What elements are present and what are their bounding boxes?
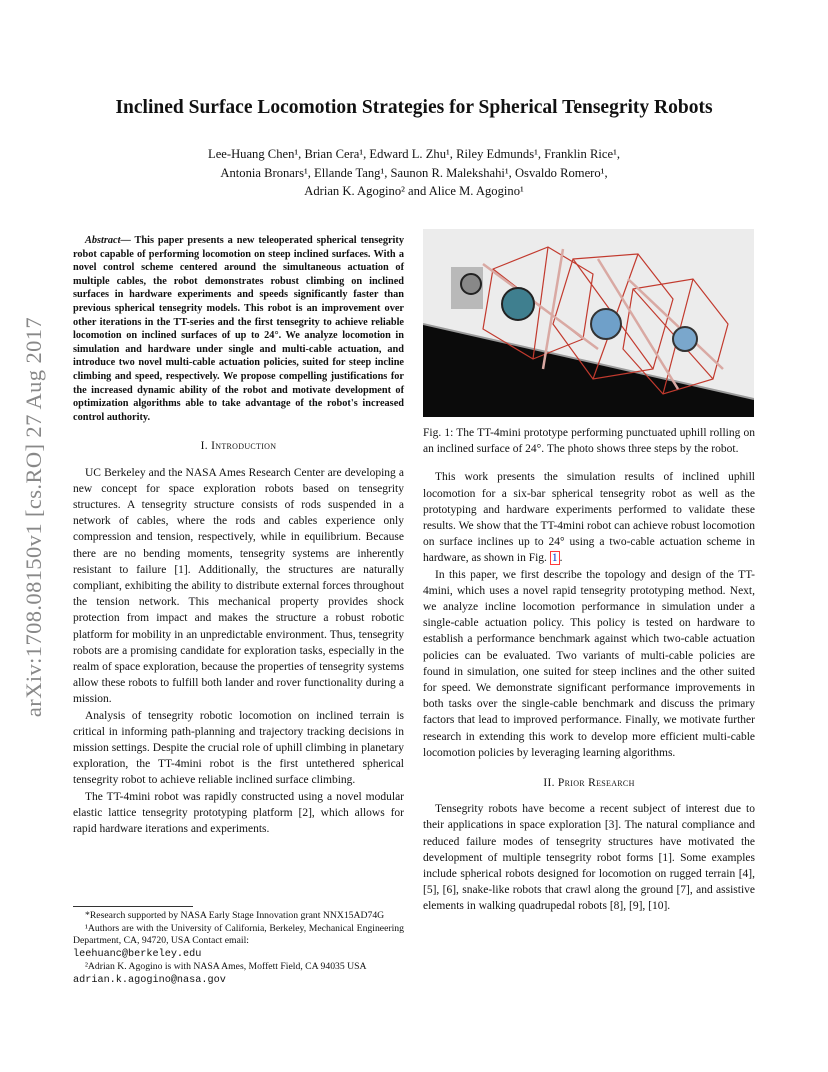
left-column — [73, 234, 404, 837]
author-line-2: Antonia Bronars¹, Ellande Tang¹, Saunon R. Malekshahi¹, Osvaldo Romero¹, — [220, 165, 608, 180]
footnote-rule — [73, 906, 193, 907]
intro-paragraph-2: Analysis of tensegrity robotic locomotion on inclined terrain is critical in informing path-planning and trajectory tracking decisions in mission settings. Despite the crucial role of uphill climbing in planetary exploration, the TT-4mini robot is the first untethered spherical tensegrity robot to achieve reliable inclined surface climbing. — [73, 709, 404, 787]
contact-email[interactable]: leehuanc@berkeley.edu — [73, 948, 202, 960]
author-line-1: Lee-Huang Chen¹, Brian Cera¹, Edward L. Zhu¹, Riley Edmunds¹, Franklin Rice¹, — [208, 147, 620, 161]
footnotes — [73, 906, 404, 987]
prior-research-paragraph-1: Tensegrity robots have become a recent subject of interest due to their applications in space exploration [3]. The natural compliance and reduced failure modes of tensegrity structures have motivated the development of multiple tensegrity robot forms [1]. Some examples include spherical robots designed for locomotion on rugged terrain [4], [5], [6], snake-like robots that crawl along the ground [7], and assistive elements in walking quadrupedal robots [8], [9], [10]. — [423, 803, 755, 913]
abstract-lead: Abstract — [85, 235, 121, 246]
paper-title: Inclined Surface Locomotion Strategies for Spherical Tensegrity Robots — [115, 97, 713, 118]
section-heading-prior-research: II. Prior Research — [543, 777, 635, 790]
footnote-affiliation-2-text: ²Adrian K. Agogino is with NASA Ames, Moffett Field, CA 94035 USA — [85, 961, 367, 972]
intro-paragraph-3: The TT-4mini robot was rapidly constructed using a novel modular elastic lattice tensegrity prototyping platform [2], which allows for rapid hardware iterations and experiments. — [73, 790, 404, 835]
right-paragraph-2: In this paper, we first describe the topology and design of the TT-4mini, which uses a novel rapid tensegrity prototyping method. Next, we analyze incline locomotion performance in simulation under a single-cable actuation policy. This policy is tested on hardware to establish a performance benchmark against which two-cable actuation policies can be evaluated. Two variants of multi-cable policies are found in simulation, one suited for steep inclines and the other suited for speed. We demonstrate significant performance improvements in both tasks over the single-cable benchmark and discuss the primary factors that lead to improved performance. Finally, we motivate further research in extending this work to develop more efficient multi-cable locomotion policies by leveraging learning algorithms. — [423, 568, 755, 759]
author-line-3: Adrian K. Agogino² and Alice M. Agogino¹ — [304, 184, 524, 198]
abstract — [73, 234, 404, 424]
agogino-email[interactable]: adrian.k.agogino@nasa.gov — [73, 974, 226, 986]
footnote-affiliation-1-text: ¹Authors are with the University of California, Berkeley, Mechanical Engineering Department, CA, 94720, USA Contact email: — [73, 922, 404, 946]
footnote-funding: *Research supported by NASA Early Stage Innovation grant NNX15AD74G — [85, 910, 385, 921]
right-paragraph-1-text: This work presents the simulation results of inclined uphill locomotion for a six-bar spherical tensegrity robot as well as the prototyping and hardware experiments performed to validate these results. We show that the TT-4mini robot can achieve robust locomotion on surface inclines up to 24° using a two-cable actuation scheme in hardware, as shown in Fig. — [423, 471, 755, 565]
arxiv-sidebar — [14, 280, 54, 755]
intro-paragraph-1: UC Berkeley and the NASA Ames Research Center are developing a new concept for space exploration robots based on tensegrity structures. A tensegrity structure consists of rods suspended in a network of cables, where the rods and cables experience only compression and tension, respectively, while in equilibrium. Because there are no bending moments, tensegrity systems are inherently resistant to failure [1]. Additionally, the structures are naturally compliant, exhibiting the ability to distribute external forces throughout the tension network. This mechanical property provides shock protection from impact and makes the structure a robust robotic platform for mobility in an unpredictable environment. Thus, tensegrity robots are a promising candidate for exploration tasks, especially in the realm of space exploration, because the properties of tensegrity systems allow these robots to fulfill both lander and rover functionality during a mission. — [73, 466, 404, 706]
abstract-text: — This paper presents a new teleoperated spherical tensegrity robot capable of performing locomotion on steep inclined surfaces. With a novel control scheme centered around the simultaneous actuation of multiple cables, the robot demonstrates robust climbing on inclined surfaces in hardware experiments and speeds significantly faster than previous spherical tensegrity models. This robot is an improvement over other iterations in the TT-series and the first tensegrity to achieve reliable locomotion on inclined surfaces of up to 24°. We analyze locomotion in simulation and hardware under single and multi-cable actuation, and introduce two novel multi-cable actuation policies, suited for steep incline climbing and speed, respectively. We propose compelling justifications for the increased dynamic ability of the robot and motivate development of optimization algorithms able to take advantage of the robot's increased control authority. — [73, 235, 404, 423]
arxiv-identifier: arXiv:1708.08150v1 [cs.RO] 27 Aug 2017 — [21, 316, 46, 718]
right-paragraph-1 — [423, 469, 755, 566]
robot-photo — [423, 229, 754, 417]
author-list — [60, 145, 768, 201]
figure-reference-link[interactable]: 1 — [551, 552, 558, 565]
right-column — [423, 229, 755, 915]
right-paragraph-1-end: . — [559, 552, 563, 565]
footnote-affiliation-2 — [73, 961, 404, 987]
footnote-affiliation-1 — [73, 923, 404, 962]
figure-caption: Fig. 1: The TT-4mini prototype performing punctuated uphill rolling on an inclined surface of 24°. The photo shows three steps by the robot. — [423, 427, 755, 456]
robot-photo-illustration — [423, 229, 754, 417]
section-heading-introduction: I. Introduction — [200, 440, 277, 453]
